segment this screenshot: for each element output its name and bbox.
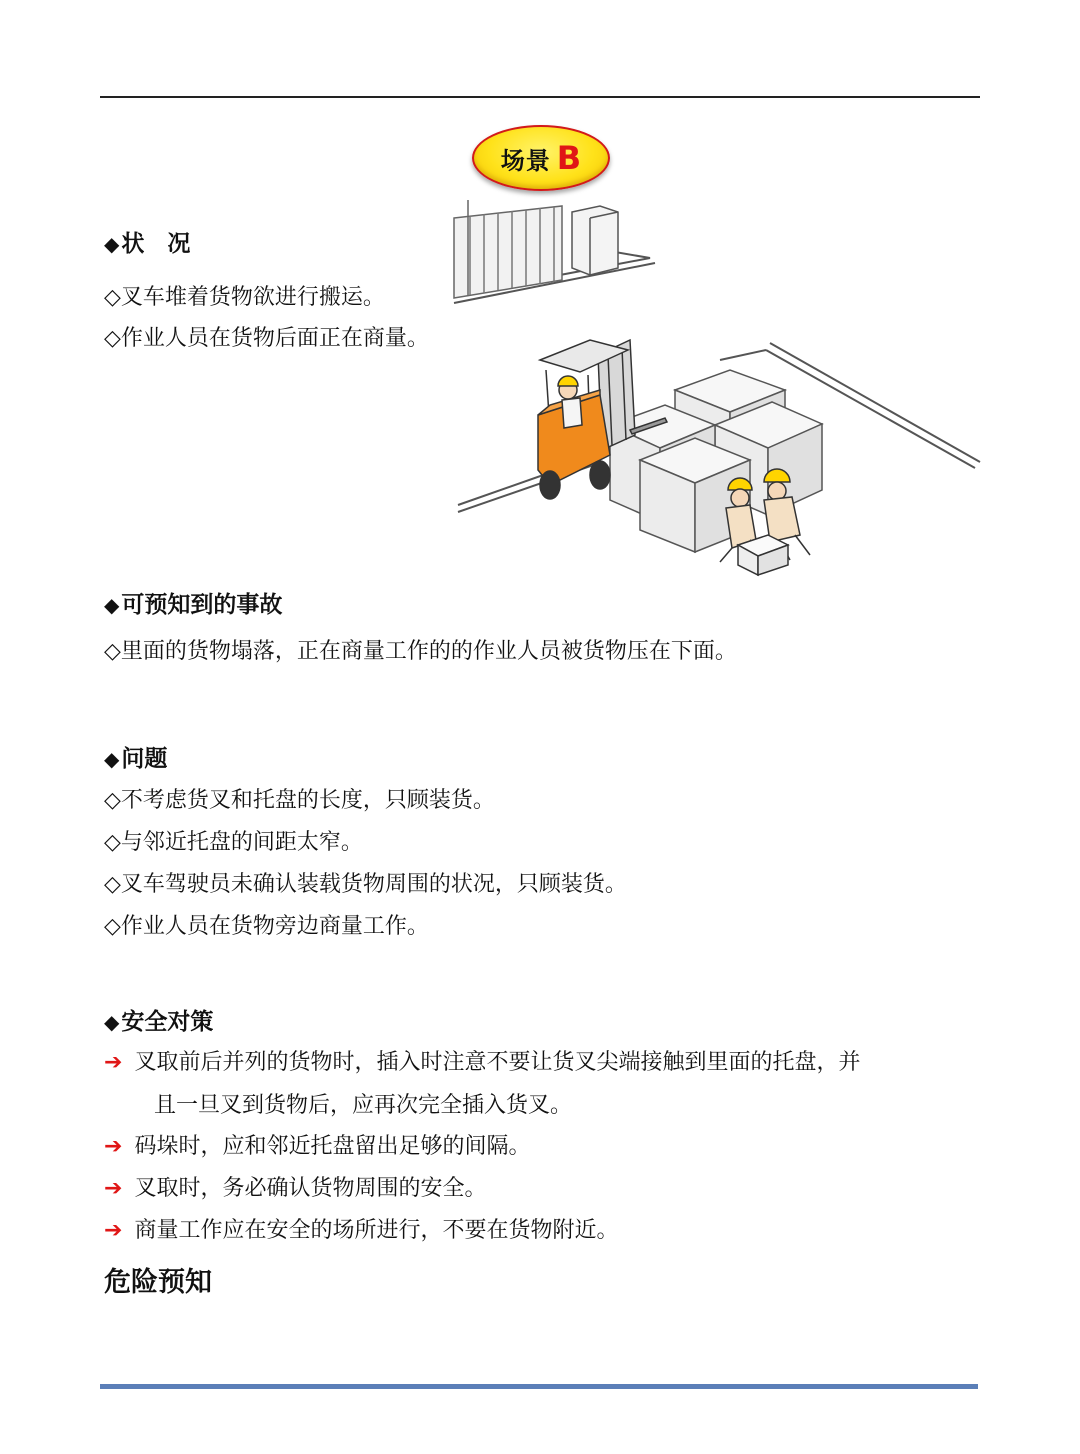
item-diamond-icon: ◇ — [104, 788, 121, 813]
red-arrow-icon: ➔ — [104, 1218, 123, 1243]
list-item: ◇不考虑货叉和托盘的长度，只顾装货。 — [104, 788, 495, 813]
list-item: ◇作业人员在货物旁边商量工作。 — [104, 914, 429, 939]
list-item: ◇叉车驾驶员未确认装载货物周围的状况，只顾装货。 — [104, 872, 627, 897]
heading-diamond-icon: ◆ — [104, 593, 120, 617]
scene-badge-letter: B — [556, 139, 582, 177]
list-item: ◇里面的货物塌落，正在商量工作的的作业人员被货物压在下面。 — [104, 639, 737, 664]
heading-diamond-icon: ◆ — [104, 747, 120, 771]
item-diamond-icon: ◇ — [104, 830, 121, 855]
measure-item: ➔ 商量工作应在安全的场所进行，不要在货物附近。 — [104, 1218, 619, 1243]
red-arrow-icon: ➔ — [104, 1176, 123, 1201]
floor-line — [720, 350, 766, 360]
scene-badge-word: 场景 — [500, 146, 551, 175]
list-item: ◇叉车堆着货物欲进行搬运。 — [104, 285, 385, 310]
section-heading-measures: ◆安全对策 — [104, 1009, 214, 1035]
heading-diamond-icon: ◆ — [104, 232, 120, 256]
item-diamond-icon: ◇ — [104, 639, 121, 664]
red-arrow-icon: ➔ — [104, 1134, 123, 1159]
item-diamond-icon: ◇ — [104, 872, 121, 897]
section-heading-accident: ◆可预知到的事故 — [104, 592, 283, 618]
list-item: ◇与邻近托盘的间距太窄。 — [104, 830, 363, 855]
measure-item: ➔ 叉取时，务必确认货物周围的安全。 — [104, 1176, 487, 1201]
cabinet — [572, 206, 618, 275]
list-item: ◇作业人员在货物后面正在商量。 — [104, 326, 429, 351]
forklift-scene-illustration — [450, 200, 990, 595]
red-arrow-icon: ➔ — [104, 1050, 123, 1075]
scene-badge — [472, 125, 610, 191]
footer-title: 危险预知 — [104, 1267, 212, 1298]
item-diamond-icon: ◇ — [104, 285, 121, 310]
heading-diamond-icon: ◆ — [104, 1010, 120, 1034]
measure-item-continuation: 且一旦叉到货物后，应再次完全插入货叉。 — [154, 1093, 573, 1118]
section-heading-problems: ◆问题 — [104, 746, 168, 772]
top-rule — [100, 96, 980, 98]
measure-item: ➔ 码垛时，应和邻近托盘留出足够的间隔。 — [104, 1134, 531, 1159]
bottom-rule — [100, 1384, 978, 1389]
item-diamond-icon: ◇ — [104, 326, 121, 351]
measure-item: ➔ 叉取前后并列的货物时，插入时注意不要让货叉尖端接触到里面的托盘，并 — [104, 1050, 861, 1075]
section-heading-situation: ◆状 况 — [104, 231, 191, 257]
item-diamond-icon: ◇ — [104, 914, 121, 939]
